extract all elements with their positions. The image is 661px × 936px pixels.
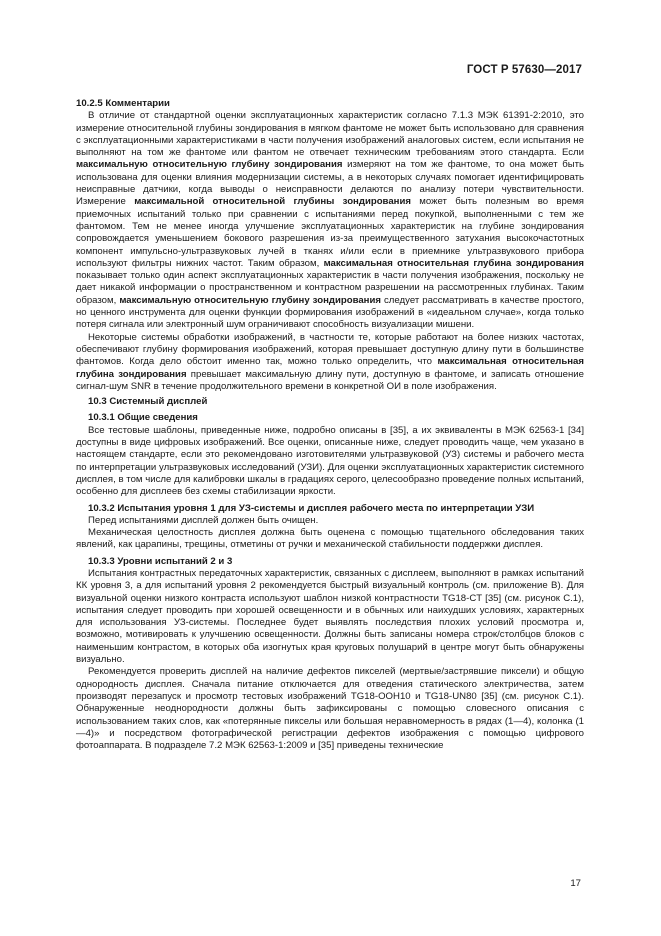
paragraph-general: Все тестовые шаблоны, приведенные ниже, подробно описаны в [35], а их эквиваленты в МЭК 62563-1 [34] доступны в виде цифровых изображений. Все оценки, описанные ниже, следует проводить чаще, чем указано в настоящем стандарте, если это рекомендовано изготовителями ультразвуковой (УЗ) системы и рабочего места по интерпретации ультразвуковых исследований (УЗИ). Для оценки эксплуатационных характеристик системного дисплея, в том числе для калибровки шкалы в градациях серого, целесообразно проведение полных испытаний, особенно для дисплеев без схемы стабилизации яркости. bbox=[76, 424, 584, 498]
section-heading-10-3-2: 10.3.2 Испытания уровня 1 для УЗ-системы и дисплея рабочего места по интерпретации УЗИ bbox=[88, 502, 535, 514]
section-heading-10-3-3: 10.3.3 Уровни испытаний 2 и 3 bbox=[88, 555, 233, 567]
section-heading-10-3: 10.3 Системный дисплей bbox=[88, 396, 208, 408]
text-run: превышает максимальную длину пути, доступную в фантоме, и записать отношение сигнал-шум SNR в течение продолжительного времени в конкретной ОИ в поле изображения. bbox=[76, 368, 584, 392]
paragraph-cleaning: Перед испытаниями дисплей должен быть очищен. bbox=[88, 514, 319, 526]
term-bold: максимальную относительную глубину зондирования bbox=[119, 294, 381, 306]
page-body bbox=[76, 94, 584, 752]
paragraph-low-frequency bbox=[76, 332, 584, 393]
text-run: может быть полезным во время приемочных испытаний только при сравнении с испытаниями перед покупкой, выполненными с тем же фантомом. Тем не менее иногда улучшение эксплуатационных характеристик на глубине зондирования сопровождается уменьшением бокового разрешения из-за преимущественного затухания высокочастотных компонент импульсно-ультразвуковых лучей в тканях и/или если в приемнике ультразвукового прибора используют фильтры нижних частот. Таким образом, bbox=[76, 196, 584, 269]
term-bold: максимальную относительную глубину зондирования bbox=[76, 159, 343, 171]
paragraph-comments bbox=[76, 110, 584, 331]
document-id-header: ГОСТ Р 57630—2017 bbox=[466, 64, 582, 76]
text-run: Некоторые системы обработки изображений, в частности те, которые работают на более низких частотах, обеспечивают глубину формирования изображений, которая превышает доступную длину пути в большинстве фантомов. Когда дело обстоит именно так, можно только определить, что bbox=[76, 331, 584, 368]
paragraph-contrast: Испытания контрастных передаточных характеристик, связанных с дисплеем, выполняют в рамках испытаний КК уровня 3, а для испытаний уровня 2 рекомендуется быстрый визуальный контроль (см. приложение В). Для визуальной оценки низкого контраста используют шаблон низкой контрастности TG18-CT [35] (см. рисунок С.1), испытания следует проводить при хорошей освещенности и в обычных или наихудших условиях, характерных для использования УЗ-системы. Последнее будет выявлять последствия плохих условий просмотра и, возможно, мотивировать к улучшению освещенности. Должны быть записаны номера строк/столбцов блоков с наименьшим контрастом, в которых оба изогнутых края круговых полушарий в центре могут быть обнаружены визуально. bbox=[76, 567, 584, 666]
term-bold: максимальная относительная глубина зондирования bbox=[323, 257, 584, 269]
text-run: показывает только один аспект эксплуатационных характеристик в части получения изображения, поскольку не дает никакой информации о пространственном и контрастном разрешении на рассмотренных глубинах. Таким образом, bbox=[76, 270, 584, 306]
text-run: следует рассматривать в качестве простого, но ценного инструмента для оценки функции формирования изображений в «идеальном случае», когда только потеря сигнала или электронный шум ограничивают способность визуализации мишени. bbox=[76, 294, 584, 331]
paragraph-pixel-defects: Рекомендуется проверить дисплей на наличие дефектов пикселей (мертвые/застрявшие пиксели) и общую однородность дисплея. Сначала питание отключается для отведения статического электричества, затем производят перезапуск и просмотр тестовых изображений TG18-OOH10 и TG18-UN80 [35] (см. рисунок С.1). Обнаруженные неоднородности должны быть зафиксированы с помощью словесного описания с использованием таких слов, как «потерянные пикселы или большая неравномерность в рядах (1—4), колонка (1—4)» и посредством фотографической регистрации дефектов изображения с помощью цифрового фотоаппарата. В подразделе 7.2 МЭК 62563-1:2009 и [35] приведены технические bbox=[76, 666, 584, 752]
term-bold: максимальная относительная глубина зондирования bbox=[76, 356, 584, 380]
page-number: 17 bbox=[570, 878, 581, 889]
section-heading-10-2-5: 10.2.5 Комментарии bbox=[76, 98, 170, 109]
text-run: В отличие от стандартной оценки эксплуатационных характеристик согласно 7.1.3 МЭК 61391-2:2010, это измерение относительной глубины зондирования в мягком фантоме не может быть использовано для сравнения с эксплуатационными характеристиками в части получения изображений аналоговых систем, если испытания не выполняют на том же фантоме или фантом не отвечает техническим требованиям этого стандарта. Если bbox=[76, 110, 584, 159]
text-run: измеряют на том же фантоме, то она может быть использована для оценки влияния модернизации системы, а в некоторых случаях помогает идентифицировать неисправные датчики, когда выводы о неисправности делаются по анализу потери чувствительности. Измерение bbox=[76, 159, 584, 208]
section-heading-10-3-1: 10.3.1 Общие сведения bbox=[88, 412, 198, 424]
term-bold: максимальной относительной глубины зондирования bbox=[134, 196, 411, 208]
paragraph-mechanical: Механическая целостность дисплея должна быть оценена с помощью тщательного обследования таких явлений, как царапины, трещины, отметины от ручки и механической стабильности поддержки дисплея. bbox=[76, 527, 584, 551]
